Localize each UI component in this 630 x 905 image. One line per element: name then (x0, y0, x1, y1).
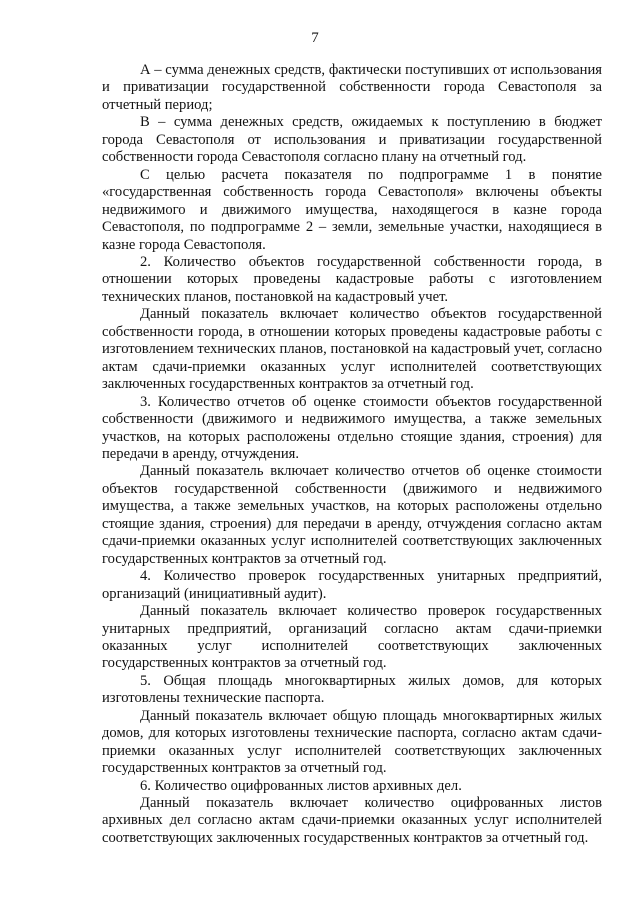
indicator-2-heading: 2. Количество объектов государственной собственности города, в отношении которых проведены кадастровые работы с изготовлением технических планов, постановкой на кадастровый учет. (102, 253, 602, 305)
indicator-2-description: Данный показатель включает количество объектов государственной собственности города, в отношении которых проведены кадастровые работы с изготовлением технических планов, постановкой на кадастровый учет, согласно актам сдачи-приемки оказанных услуг исполнителей соответствующих заключенных государственных контрактов за отчетный год. (102, 306, 602, 393)
indicator-4-heading: 4. Количество проверок государственных унитарных предприятий, организаций (инициативный аудит). (102, 568, 602, 602)
indicator-5-heading: 5. Общая площадь многоквартирных жилых домов, для которых изготовлены технические паспорта. (102, 672, 602, 707)
paragraph-formula-a: А – сумма денежных средств, фактически поступивших от использования и приватизации государственной собственности города Севастополя за отчетный период; (102, 62, 602, 113)
paragraph-formula-b: В – сумма денежных средств, ожидаемых к поступлению в бюджет города Севастополя от использования и приватизации государственной собственности города Севастополя согласно плану на отчетный год. (102, 114, 602, 166)
indicator-5-description: Данный показатель включает общую площадь многоквартирных жилых домов, для которых изготовлены технические паспорта, согласно актам сдачи-приемки оказанных услуг исполнителей соответствующих заключенных государственных контрактов за отчетный год. (102, 707, 602, 777)
document-body (102, 62, 602, 847)
page-number: 7 (311, 30, 319, 46)
indicator-3-description: Данный показатель включает количество отчетов об оценке стоимости объектов государственной собственности (движимого и недвижимого имущества, а также земельных участков, на которых расположены отдельно стоящие здания, строения) для передачи в аренду, отчуждения согласно актам сдачи-приемки оказанных услуг исполнителей соответствующих заключенных государственных контрактов за отчетный год. (102, 463, 602, 567)
indicator-6-description: Данный показатель включает количество оцифрованных листов архивных дел согласно актам сдачи-приемки оказанных услуг исполнителей соответствующих заключенных государственных контрактов за отчетный год. (102, 795, 602, 846)
indicator-3-heading: 3. Количество отчетов об оценке стоимости объектов государственной собственности (движимого и недвижимого имущества, а также земельных участков, на которых расположены отдельно стоящие здания, строения) для передачи в аренду, отчуждения. (102, 393, 602, 462)
indicator-6-heading: 6. Количество оцифрованных листов архивных дел. (140, 777, 462, 794)
indicator-4-description: Данный показатель включает количество проверок государственных унитарных предприятий, организаций согласно актам сдачи-приемки оказанных услуг исполнителей соответствующих заключенных государственных контрактов за отчетный год. (102, 603, 602, 672)
paragraph-subprogram-scope: С целью расчета показателя по подпрограмме 1 в понятие «государственная собственность города Севастополя» включены объекты недвижимого и движимого имущества, находящегося в казне города Севастополя, по подпрограмме 2 – земли, земельные участки, находящиеся в казне города Севастополя. (102, 166, 602, 253)
